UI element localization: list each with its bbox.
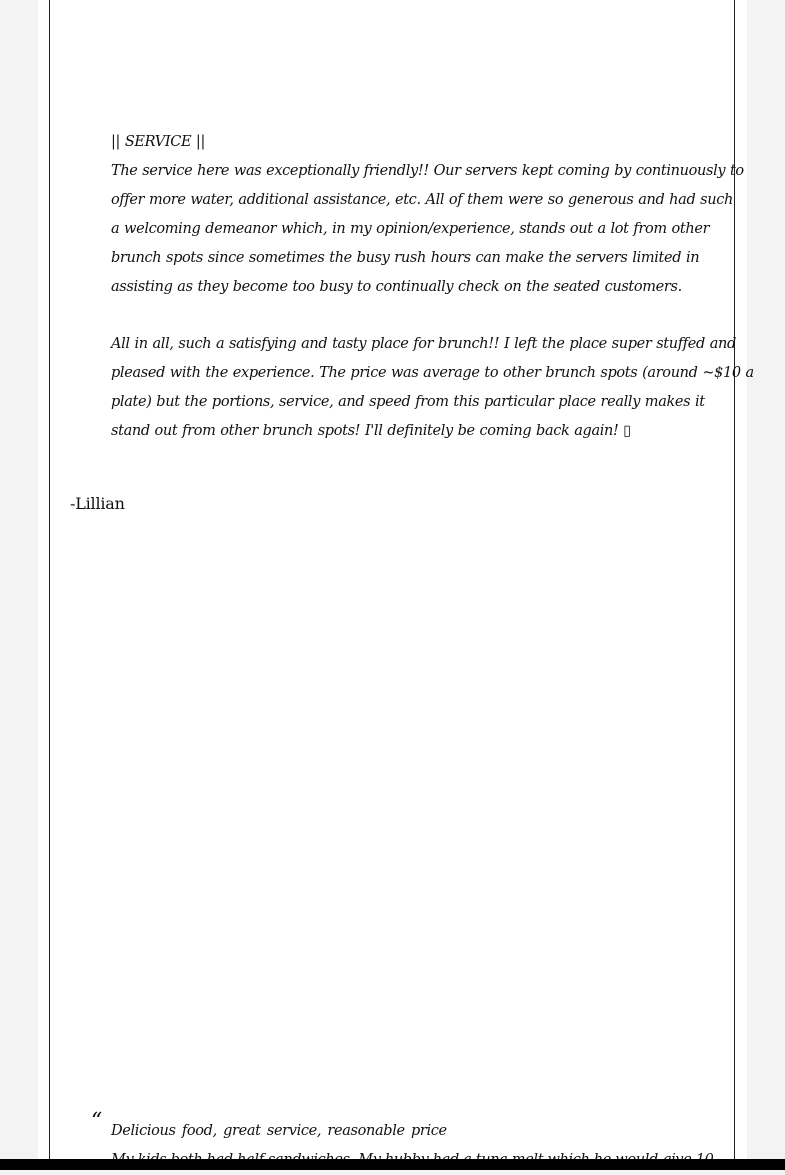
summary-line: pleased with the experience. The price was average to other brunch spots (around ~$10 a <box>111 365 754 381</box>
summary-line: All in all, such a satisfying and tasty place for brunch!! I left the place super stuffed and <box>111 336 736 352</box>
service-line: assisting as they become too busy to continually check on the seated customers. <box>111 279 682 295</box>
service-line: offer more water, additional assistance, etc. All of them were so generous and had such <box>111 192 733 208</box>
service-heading <box>111 128 686 157</box>
summary-line: stand out from other brunch spots! I'll definitely be coming back again! ▯ <box>111 423 631 439</box>
service-heading-text: || SERVICE || <box>111 134 206 150</box>
next-review-title: Delicious food, great service, reasonable price <box>111 1123 447 1139</box>
service-paragraph <box>111 157 744 302</box>
author-signature: -Lillian <box>70 494 125 513</box>
quote-mark-icon: “ <box>91 1109 103 1134</box>
summary-paragraph <box>111 330 754 446</box>
service-line: a welcoming demeanor which, in my opinion/experience, stands out a lot from other <box>111 221 710 237</box>
service-line: brunch spots since sometimes the busy rush hours can make the servers limited in <box>111 250 700 266</box>
bottom-bar <box>0 1159 785 1170</box>
summary-line: plate) but the portions, service, and speed from this particular place really makes it <box>111 394 705 410</box>
service-line: The service here was exceptionally friendly!! Our servers kept coming by continuously to <box>111 163 744 179</box>
